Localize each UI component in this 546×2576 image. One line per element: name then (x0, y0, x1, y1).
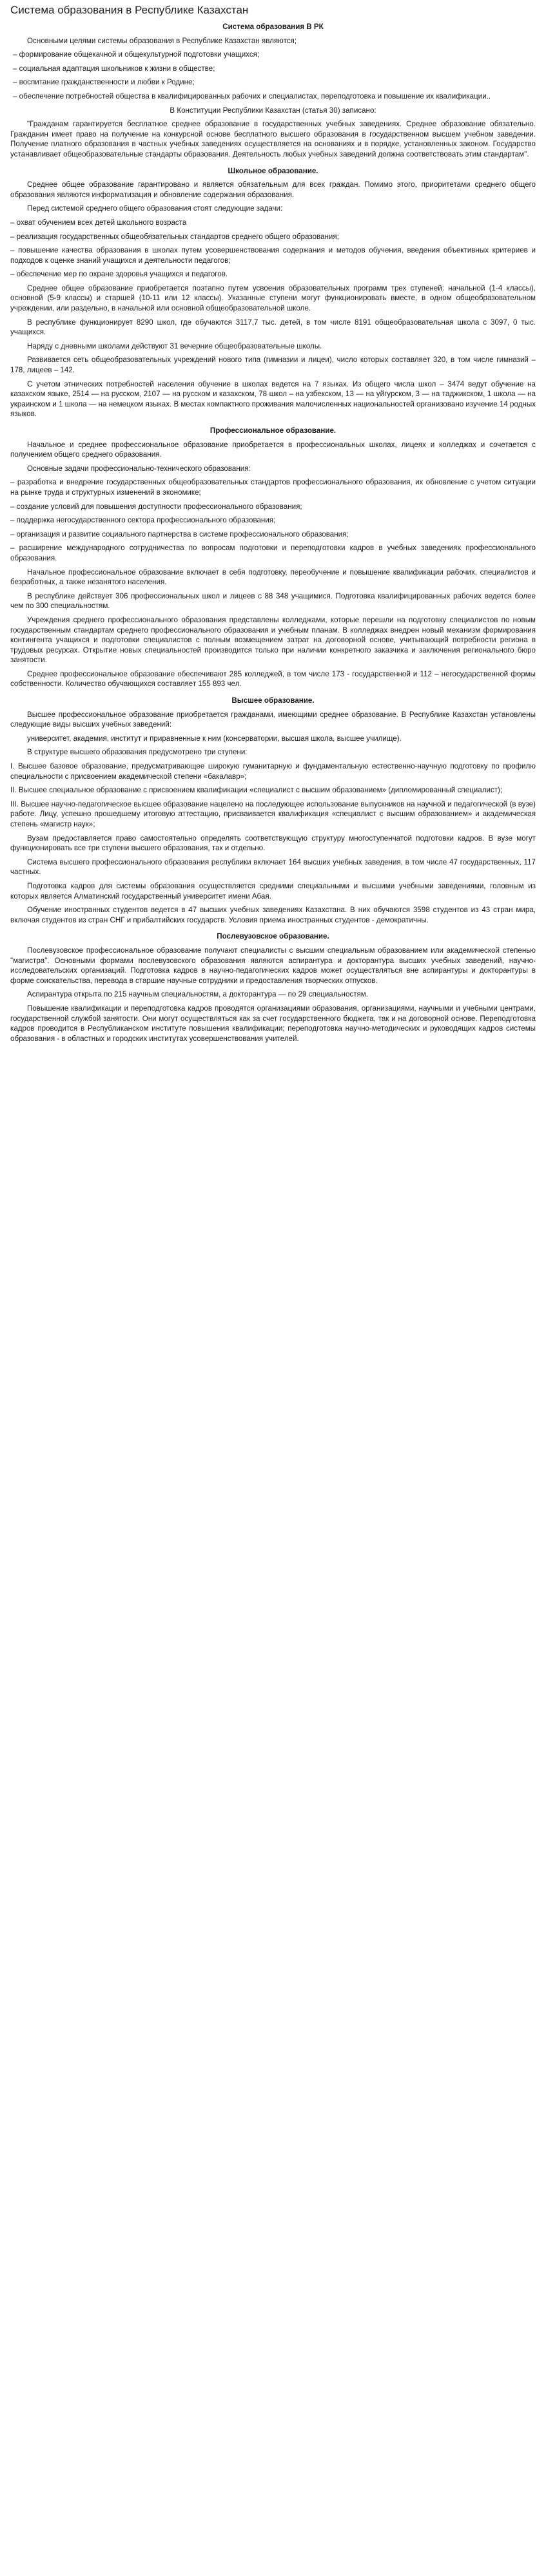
paragraph: Аспирантура открыта по 215 научным специальностям, а докторантура — по 29 специальностям. (27, 990, 368, 999)
paragraph: Наряду с дневными школами действуют 31 вечерние общеобразовательные школы. (27, 341, 322, 350)
paragraph: Система высшего профессионального образования республики включает 164 высших учебных заведения, в том числе 47 государственных, 117 частных. (10, 857, 536, 877)
goal-item: – обеспечение потребностей общества в квалифицированных рабочих и специалистах, переподготовка и повышение их квалификации.. (13, 91, 491, 100)
constitution-quote: "Гражданам гарантируется бесплатное среднее образование в государственных учебных заведениях. Среднее образование обязательно. Гражданин имеет право на получение на конкурсной основе бесплатного высшего образования в государственном высшем учебном заведении. Получение платного образования в частных учебных заведениях осуществляется на основаниях и в порядке, установленных законом. Государство устанавливает общеобразовательные стандарты образования. Деятельность любых учебных заведений должна соответствовать этим стандартам". (10, 120, 536, 158)
intro-lead: Основными целями системы образования в Республике Казахстан являются; (27, 36, 297, 45)
task-item: – разработка и внедрение государственных общеобразовательных стандартов профессионального образования, их обновление с учетом ситуации на рынке труда и структурных изменений в экономике; (10, 478, 536, 497)
task-item: – создание условий для повышения доступности профессионального образования; (10, 502, 302, 511)
paragraph: В структуре высшего образования предусмотрено три ступени: (27, 748, 248, 757)
level-item: II. Высшее специальное образование с присвоением квалификации «специалист с высшим образованием» (дипломированный специалист); (10, 786, 503, 795)
paragraph: Начальное профессиональное образование включает в себя подготовку, переобучение и повышение квалификации рабочих, специалистов и безработных, а также незанятого населения. (10, 568, 536, 587)
paragraph: университет, академия, институт и приравненные к ним (консерватории, высшая школа, высшее училище). (27, 734, 402, 743)
professional-heading: Профессиональное образование. (210, 426, 336, 435)
goal-item: – формирование общекачной и общекультурной подготовки учащихся; (13, 50, 260, 59)
document (0, 0, 546, 1044)
intro-heading: Система образования В РК (222, 23, 324, 31)
paragraph: С учетом этнических потребностей населения обучение в школах ведется на 7 языках. Из общего числа школ – 3474 ведут обучение на казахском языке, 2514 — на русском, 2107 — на русском и казахском, 78 школ – на узбекском, 13 — на уйгурском, 3 — на таджикском, 1 школа — на украинском и 1 школа — на немецком языках. В местах компактного проживания малочисленных национальностей организовано изучение 14 родных языков. (10, 379, 536, 419)
paragraph: Среднее общее образование приобретается поэтапно путем усвоения образовательных программ трех ступеней: начальной (1-4 классы), основной (5-9 классы) и старшей (10-11 или 12 классы). Указанные ступени могут функционировать вместе, в одном общеобразовательном учреждении, или раздельно, в начальной или основной общеобразовательной школе. (10, 283, 536, 313)
paragraph: Повышение квалификации и переподготовка кадров проводятся организациями образования, организациями, научными и учебными центрами, государственной службой занятости. Они могут осуществляться как за счет государственного бюджета, так и на договорной основе. Переподготовка кадров проводится в Республиканском институте повышения квалификации; переподготовка научно-методических и руководящих кадров системы образования - в областных и городских институтах усовершенствования учителей. (10, 1004, 536, 1043)
higher-section (10, 696, 536, 925)
tasks-lead: Основные задачи профессионально-технического образования: (27, 464, 251, 473)
tasks-lead: Перед системой среднего общего образования стоят следующие задачи: (27, 204, 283, 213)
school-section (10, 166, 536, 419)
paragraph: Обучение иностранных студентов ведется в 47 высших учебных заведениях Казахстана. В них обучаются 3598 студентов из 43 стран мира, включая студентов из стран СНГ и прибалтийских государств. Условия приема иностранных студентов - демократичны. (10, 906, 536, 924)
postgrad-section (10, 931, 536, 1044)
paragraph: Среднее общее образование гарантировано и является обязательным для всех граждан. Помимо этого, приоритетами среднего общего образования являются информатизация и обновление содержания образования. (10, 180, 536, 199)
school-heading: Школьное образование. (228, 166, 318, 175)
task-item: – расширение международного сотрудничества по вопросам подготовки и переподготовки кадров в учебных заведениях профессионального образования. (10, 544, 536, 562)
task-item: – обеспечение мер по охране здоровья учащихся и педагогов. (10, 270, 228, 279)
paragraph: В республике действует 306 профессиональных школ и лицеев с 88 348 учащимися. Подготовка квалифицированных рабочих ведется более чем по 300 специальностям. (10, 591, 536, 611)
paragraph: Развивается сеть общеобразовательных учреждений нового типа (гимназии и лицеи), число которых составляет 320, в том числе гимназий – 178, лицеев – 142. (10, 356, 536, 375)
goal-item: – воспитание гражданственности и любви к Родине; (13, 78, 195, 87)
postgrad-heading: Послевузовское образование. (217, 932, 329, 941)
task-item: – реализация государственных общеобязательных стандартов среднего общего образования; (10, 232, 339, 241)
professional-section (10, 426, 536, 689)
task-item: – повышение качества образования в школах путем усовершенствования содержания и методов обучения, введения объективных критериев и подходов к оценке знаний учащихся и деятельности педагогов; (10, 246, 536, 265)
paragraph: Высшее профессиональное образование приобретается гражданами, имеющими среднее образование. В Республике Казахстан установлены следующие виды высших учебных заведений: (10, 710, 536, 729)
intro-section (10, 22, 536, 160)
task-item: – охват обучением всех детей школьного возраста (10, 218, 187, 227)
constitution-reference: В Конституции Республики Казахстан (статья 30) записано: (170, 106, 376, 115)
paragraph: Подготовка кадров для системы образования осуществляется средними специальными и высшими учебными заведениями, головным из которых является Алматинский государственный университет имени Абая. (10, 881, 536, 901)
higher-heading: Высшее образование. (231, 696, 315, 705)
paragraph: Среднее профессиональное образование обеспечивают 285 колледжей, в том числе 173 - государственной и 112 – негосударственной формы собственности. Количество обучающихся составляет 155 893 чел. (10, 669, 536, 689)
goal-item: – социальная адаптация школьников к жизни в обществе; (13, 64, 215, 73)
level-item: III. Высшее научно-педагогическое высшее образование нацелено на последующее использование выпускников на научной и педагогической (в вузе) работе. Лицу, успешно прошедшему итоговую аттестацию, присваивается квалификация «специалист с высшим образованием» и академическая степень «магистр наук»; (10, 799, 536, 828)
level-item: I. Высшее базовое образование, предусматривающее широкую гуманитарную и фундаментальную естественно-научную подготовку по профилю специальности с присвоением академической степени «бакалавр»; (10, 762, 536, 781)
task-item: – организация и развитие социального партнерства в системе профессионального образования; (10, 530, 349, 539)
paragraph: Вузам предоставляется право самостоятельно определять соответствующую структуру многоступенчатой подготовки кадров. В вузе могут функционировать все три ступени высшего образования, так и отдельно. (10, 834, 536, 853)
paragraph: Послевузовское профессиональное образование получают специалисты с высшим специальным образованием или академической степенью "магистра". Основными формами послевузовского образования являются аспирантура и докторантура высших учебных заведений, научно-исследовательских организаций. Подготовка кадров в научно-педагогических кадров может осуществляться вне аспирантуры и докторантуры в форме соискательства, перевода в старшие научные сотрудники и предоставления творческих отпусков. (10, 946, 536, 985)
task-item: – поддержка негосударственного сектора профессионального образования; (10, 516, 276, 525)
page-title: Система образования в Республике Казахстан (10, 4, 249, 16)
paragraph: Начальное и среднее профессиональное образование приобретается в профессиональных школах, лицеях и колледжах и сочетается с получением общего среднего образования. (10, 440, 536, 459)
paragraph: Учреждения среднего профессионального образования представлены колледжами, которые перешли на подготовку специалистов по новым государственным стандартам среднего профессионального образования и учебным планам. В колледжах внедрен новый механизм формирования контингента учащихся и подготовки специалистов с полным возмещением затрат на договорной основе, учитывающий потребности региона в трудовых ресурсах. Открытие новых специальностей производится только при наличии конкретного заказчика и заключения регионального бюро занятости. (10, 615, 536, 665)
paragraph: В республике функционирует 8290 школ, где обучаются 3117,7 тыс. детей, в том числе 8191 общеобразовательная школа с 3097, 0 тыс. учащихся. (10, 318, 536, 337)
